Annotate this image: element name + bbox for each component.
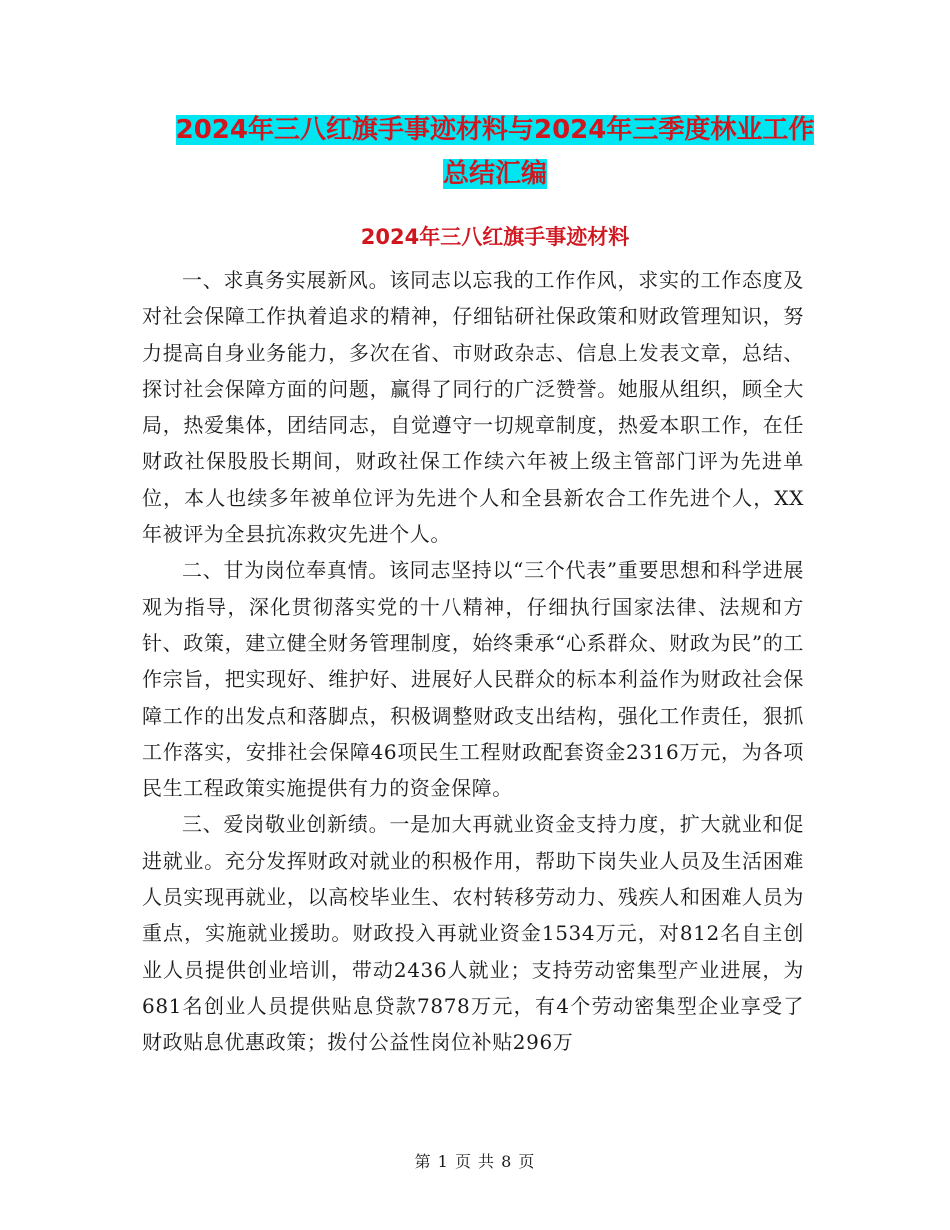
body-text (142, 262, 804, 1061)
paragraph-3: 三、爱岗敬业创新绩。一是加大再就业资金支持力度，扩大就业和促进就业。充分发挥财政对就业的积极作用，帮助下岗失业人员及生活困难人员实现再就业，以高校毕业生、农村转移劳动力、残疾人和困难人员为重点，实施就业援助。财政投入再就业资金1534万元，对812名自主创业人员提供创业培训，带动2436人就业；支持劳动密集型产业进展，为681名创业人员提供贴息贷款7878万元，有4个劳动密集型企业享受了财政贴息优惠政策；拨付公益性岗位补贴296万 (142, 812, 804, 1055)
document-title-line-1: 2024年三八红旗手事迹材料与2024年三季度林业工作 (175, 115, 815, 145)
document-title-line-2: 总结汇编 (442, 159, 547, 189)
page-footer: 第 1 页 共 8 页 (414, 1152, 536, 1171)
paragraph-2: 二、甘为岗位奉真情。该同志坚持以“三个代表”重要思想和科学进展观为指导，深化贯彻落实党的十八精神，仔细执行国家法律、法规和方针、政策，建立健全财务管理制度，始终秉承“心系群众、财政为民”的工作宗旨，把实现好、维护好、进展好人民群众的标本利益作为财政社会保障工作的出发点和落脚点，积极调整财政支出结构，强化工作责任，狠抓工作落实，安排社会保障46项民生工程财政配套资金2316万元，为各项民生工程政策实施提供有力的资金保障。 (142, 558, 804, 801)
paragraph-1: 一、求真务实展新风。该同志以忘我的工作作风，求实的工作态度及对社会保障工作执着追求的精神，仔细钻研社保政策和财政管理知识，努力提高自身业务能力，多次在省、市财政杂志、信息上发表文章，总结、探讨社会保障方面的问题，赢得了同行的广泛赞誉。她服从组织，顾全大局，热爱集体，团结同志，自觉遵守一切规章制度，热爱本职工作，在任财政社保股股长期间，财政社保工作续六年被上级主管部门评为先进单位，本人也续多年被单位评为先进个人和全县新农合工作先进个人，XX年被评为全县抗冻救灾先进个人。 (142, 268, 804, 547)
section-title: 2024年三八红旗手事迹材料 (360, 225, 630, 249)
document-title (100, 108, 890, 196)
